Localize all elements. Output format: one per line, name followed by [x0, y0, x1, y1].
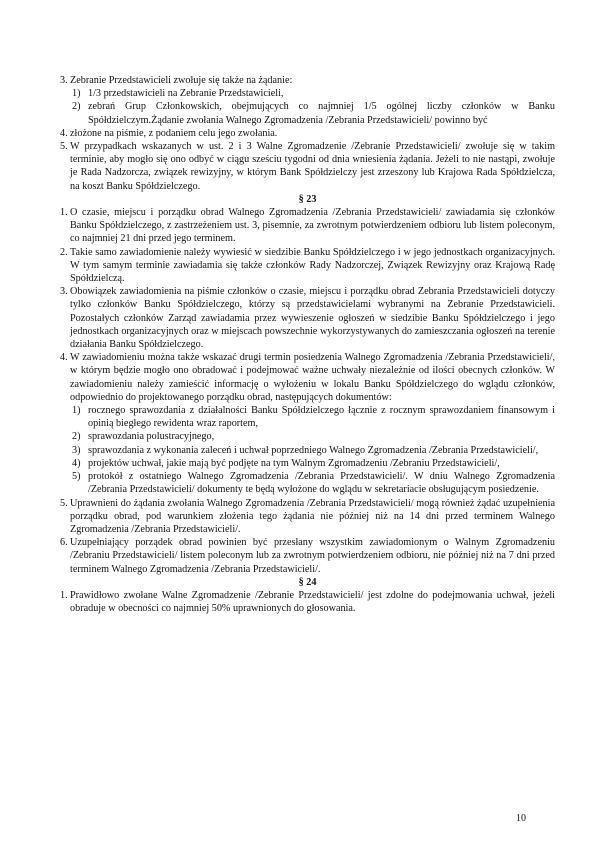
section-23-item-4-sub-1: 1) rocznego sprawozdania z działalności Banku Spółdzielczego łącznie z rocznym sprawozdaniem finansowym i opinią biegłego rewidenta wraz raportem,: [72, 405, 555, 430]
section-23-item-4-sub-2: 2) sprawozdania polustracyjnego,: [72, 431, 215, 443]
section-23-item-4-sub-4: 4) projektów uchwał, jakie mają być podjęte na tym Walnym Zgromadzeniu /Zebraniu Przedstawicieli/,: [72, 457, 500, 469]
document-page: [60, 74, 555, 615]
section-23-item-4-sub-3: 3) sprawozdania z wykonania zaleceń i uchwał poprzedniego Walnego Zgromadzenia /Zebrania Przedstawicieli/,: [72, 444, 539, 456]
section-heading-24: § 24: [298, 576, 317, 588]
section-23-item-4-sub-5: 5) protokół z ostatniego Walnego Zgromadzenia /Zebrania Przedstawicieli/. W dniu Walnego Zgromadzenia /Zebrania Przedstawicieli/ dokumenty te będą wyłożone do wglądu w sekretariacie obsługującym posiedzenie.: [72, 471, 555, 496]
section-23-item-2: 2. Takie samo zawiadomienie należy wywiesić w siedzibie Banku Spółdzielczego i w jego jednostkach organizacyjnych. W tym samym terminie zawiadamia się także członków Rady Nadzorczej, Związek Rewizyjny oraz Krajową Radę Spółdzielczą.: [60, 246, 555, 285]
paragraph-22-item-4: 4. złożone na piśmie, z podaniem celu jego zwołania.: [60, 127, 278, 139]
paragraph-22-item-3: 3. Zebranie Przedstawicieli zwołuje się także na żądanie:: [60, 75, 293, 86]
page-number: 10: [516, 813, 526, 824]
paragraph-22-item-3-sub-1: 1) 1/3 przedstawicieli na Zebranie Przedstawicieli,: [72, 88, 284, 100]
paragraph-22-item-5: 5. W przypadkach wskazanych w ust. 2 i 3 Walne Zgromadzenie /Zebranie Przedstawicieli/ zwołuje się w takim terminie, aby mogło się ono odbyć w ciągu sześciu tygodni od dnia wniesienia żądania. Jeżeli to nie nastąpi, zwołuje je Rada Nadzorcza, związek rewizyjny, w którym Bank Spółdzielczy jest zrzeszony lub Krajowa Rada Spółdzielcza, na koszt Banku Spółdzielczego.: [60, 141, 555, 192]
paragraph-22-item-3-sub-2: 2) zebrań Grup Członkowskich, obejmujących co najmniej 1/5 ogólnej liczby członków w Banku Spółdzielczym.Żądanie zwołania Walnego Zgromadzenia /Zebrania Przedstawicieli/ powinno być: [72, 101, 555, 126]
section-23-item-3: 3. Obowiązek zawiadomienia na piśmie członków o czasie, miejscu i porządku obrad Zebrania Przedstawicieli dotyczy tylko członków Banku Spółdzielczego, którzy są przedstawicielami wybranymi na Zebranie Przedstawicieli. Pozostałych członków Zarząd zawiadamia przez wywieszenie ogłoszeń w siedzibie Banku Spółdzielczego i jego jednostkach organizacyjnych oraz w miejscach powszechnie wykorzystywanych do zamieszczania ogłoszeń na terenie działania Banku Spółdzielczego.: [60, 286, 555, 351]
section-heading-23: § 23: [298, 193, 317, 205]
section-23-item-5: 5. Uprawnieni do żądania zwołania Walnego Zgromadzenia /Zebrania Przedstawicieli/ mogą również żądać uzupełnienia porządku obrad, pod warunkiem złożenia tego żądania nie później niż na 14 dni przed terminem Walnego Zgromadzenia /Zebrania Przedstawicieli/.: [60, 497, 555, 535]
section-24-item-1: 1. Prawidłowo zwołane Walne Zgromadzenie /Zebranie Przedstawicieli/ jest zdolne do podejmowania uchwał, jeżeli obraduje w obecności co najmniej 50% uprawnionych do głosowania.: [60, 589, 555, 615]
section-23-item-1: 1. O czasie, miejscu i porządku obrad Walnego Zgromadzenia /Zebrania Przedstawicieli/ zawiadamia się członków Banku Spółdzielczego, z zastrzeżeniem ust. 3, pisemnie, za zwrotnym potwierdzeniem odbioru lub listem poleconym, co najmniej 21 dni przed jego terminem.: [60, 207, 555, 245]
section-23-item-4: 4. W zawiadomieniu można także wskazać drugi termin posiedzenia Walnego Zgromadzenia /Zebrania Przedstawicieli/, w którym będzie mogło ono obradować i podejmować ważne uchwały niezależnie od ilości obecnych członków. W zawiadomieniu należy zamieścić informację o wyłożeniu w lokalu Banku Spółdzielczego do wglądu członków, odpowiednio do projektowanego porządku obrad, następujących dokumentów:: [60, 352, 555, 403]
section-23-item-6: 6. Uzupełniający porządek obrad powinien być przesłany wszystkim zawiadomionym o Walnym Zgromadzeniu /Zebraniu Przedstawicieli/ listem poleconym lub za zwrotnym potwierdzeniem odbioru, nie później niż na 7 dni przed terminem Walnego Zgromadzenia /Zebrania Przedstawicieli/.: [60, 537, 555, 575]
